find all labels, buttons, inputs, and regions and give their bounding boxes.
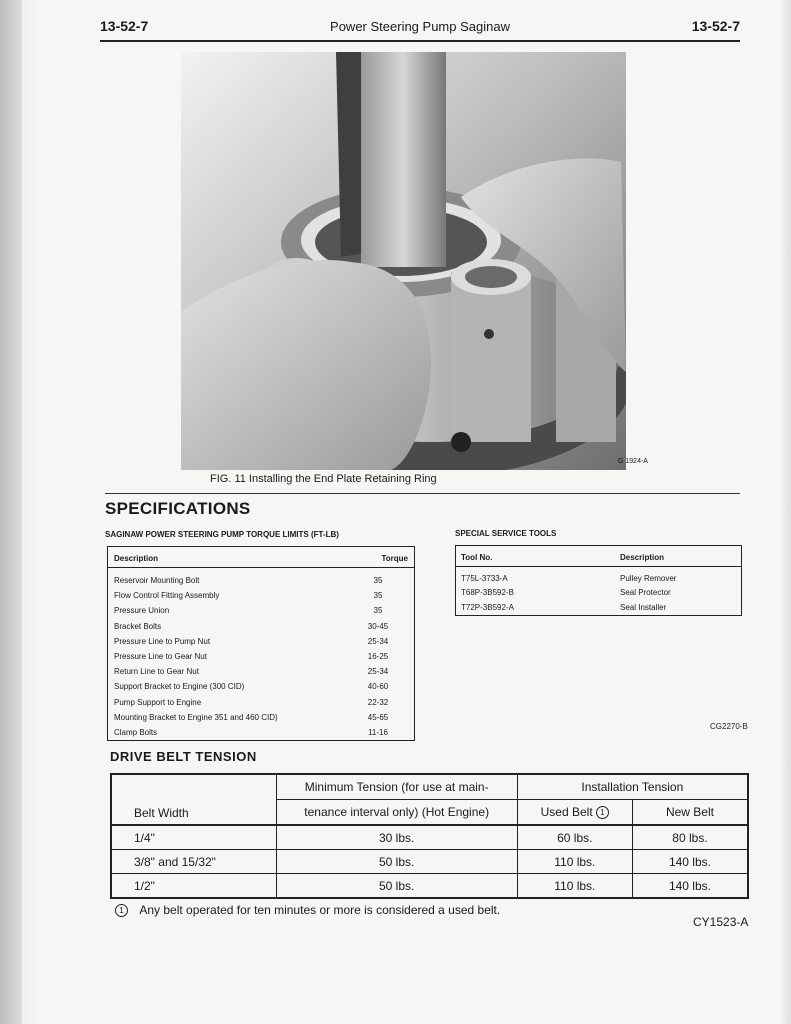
table-row (108, 710, 415, 725)
belt-width: 1/2" (111, 874, 276, 899)
torque-value: 30-45 (367, 621, 389, 631)
footnote-text: Any belt operated for ten minutes or more is considered a used belt. (139, 903, 501, 917)
column-header-description: Description (108, 547, 343, 568)
belt-width: 3/8" and 15/32" (111, 850, 276, 874)
table-row (108, 664, 415, 679)
torque-description: Pressure Union (114, 606, 170, 616)
torque-value: 45-65 (367, 712, 389, 722)
min-tension: 50 lbs. (276, 874, 517, 899)
torque-value: 40-60 (367, 682, 389, 692)
table-row (111, 874, 748, 899)
drive-belt-tension-title: DRIVE BELT TENSION (110, 749, 257, 764)
table-header-row (456, 546, 742, 567)
page-header (100, 18, 740, 40)
min-tension: 30 lbs. (276, 825, 517, 850)
photo-code: G 1924-A (618, 458, 648, 465)
tool-number: T68P-3B592-B (461, 588, 514, 598)
figure-photo (181, 52, 626, 470)
section-rule (105, 493, 740, 494)
torque-description: Pressure Line to Gear Nut (114, 652, 207, 662)
tool-number: T72P-3B592-A (461, 602, 514, 612)
figure-caption: FIG. 11 Installing the End Plate Retaining Ring (210, 473, 437, 485)
page-number-right: 13-52-7 (691, 18, 740, 34)
page-number-left: 13-52-7 (100, 18, 149, 34)
column-header-tool-number: Tool No. (456, 546, 616, 567)
table-row (456, 567, 742, 586)
belt-table-code: CY1523-A (693, 915, 749, 929)
torque-description: Mounting Bracket to Engine 351 and 460 CID) (114, 712, 278, 722)
footnote-marker-icon: 1 (115, 904, 128, 917)
specifications-title: SPECIFICATIONS (105, 499, 251, 518)
tool-description: Pulley Remover (620, 573, 677, 583)
tools-table-heading: SPECIAL SERVICE TOOLS (455, 529, 557, 538)
torque-value: 35 (373, 591, 383, 601)
min-tension: 50 lbs. (276, 850, 517, 874)
torque-value: 35 (373, 576, 383, 586)
used-belt-tension: 60 lbs. (517, 825, 632, 850)
table-row (108, 603, 415, 618)
page-edge-shadow (779, 0, 791, 1024)
table-row (108, 695, 415, 710)
table-header-row (108, 547, 415, 568)
new-belt-tension: 80 lbs. (632, 825, 748, 850)
used-belt-tension: 110 lbs. (517, 850, 632, 874)
column-header-min-tension-line2: tenance interval only) (Hot Engine) (276, 800, 517, 826)
used-belt-tension: 110 lbs. (517, 874, 632, 899)
tool-description: Seal Protector (620, 588, 671, 598)
used-belt-label: Used Belt (540, 804, 593, 819)
table-row (108, 679, 415, 694)
torque-description: Support Bracket to Engine (300 CID) (114, 682, 245, 692)
column-header-tool-description: Description (615, 546, 742, 567)
torque-description: Clamp Bolts (114, 727, 158, 737)
torque-value: 22-32 (367, 697, 389, 707)
table-row (111, 850, 748, 874)
column-header-installation-tension: Installation Tension (517, 774, 748, 800)
torque-limits-table (107, 546, 415, 741)
new-belt-tension: 140 lbs. (632, 850, 748, 874)
torque-table-heading: SAGINAW POWER STEERING PUMP TORQUE LIMITS (FT-LB) (105, 530, 339, 539)
header-rule (100, 40, 740, 42)
torque-description: Pump Support to Engine (114, 697, 202, 707)
column-header-torque: Torque (342, 547, 415, 568)
table-row (108, 568, 415, 589)
torque-value: 25-34 (367, 636, 389, 646)
new-belt-tension: 140 lbs. (632, 874, 748, 899)
table-row (456, 600, 742, 615)
belt-width: 1/4" (111, 825, 276, 850)
torque-description: Flow Control Fitting Assembly (114, 591, 220, 601)
section-title: Power Steering Pump Saginaw (330, 19, 510, 34)
table-header-row (111, 774, 748, 800)
column-header-belt-width: Belt Width (111, 774, 276, 825)
belt-footnote (115, 903, 500, 917)
table-row (108, 634, 415, 649)
column-header-new-belt: New Belt (632, 800, 748, 826)
table-row (108, 725, 415, 741)
tool-number: T75L-3733-A (461, 573, 508, 583)
torque-description: Bracket Bolts (114, 621, 162, 631)
table-row (111, 825, 748, 850)
drive-belt-tension-table (110, 773, 749, 899)
torque-description: Pressure Line to Pump Nut (114, 636, 211, 646)
specifications-code: CG2270-B (710, 722, 748, 731)
torque-value: 11-16 (368, 727, 388, 737)
footnote-marker-icon: 1 (596, 806, 609, 819)
torque-value: 25-34 (367, 667, 389, 677)
table-row (108, 649, 415, 664)
special-service-tools-table (455, 545, 742, 616)
pump-end-plate-photo (181, 52, 626, 470)
torque-value: 16-25 (367, 652, 389, 662)
column-header-min-tension-line1: Minimum Tension (for use at main- (276, 774, 517, 800)
torque-value: 35 (373, 606, 383, 616)
table-row (108, 588, 415, 603)
torque-description: Return Line to Gear Nut (114, 667, 199, 677)
table-row (108, 619, 415, 634)
table-row (456, 586, 742, 601)
torque-description: Reservoir Mounting Bolt (114, 576, 200, 586)
column-header-used-belt (517, 800, 632, 826)
tool-description: Seal Installer (620, 602, 667, 612)
page-binding-edge (0, 0, 22, 1024)
